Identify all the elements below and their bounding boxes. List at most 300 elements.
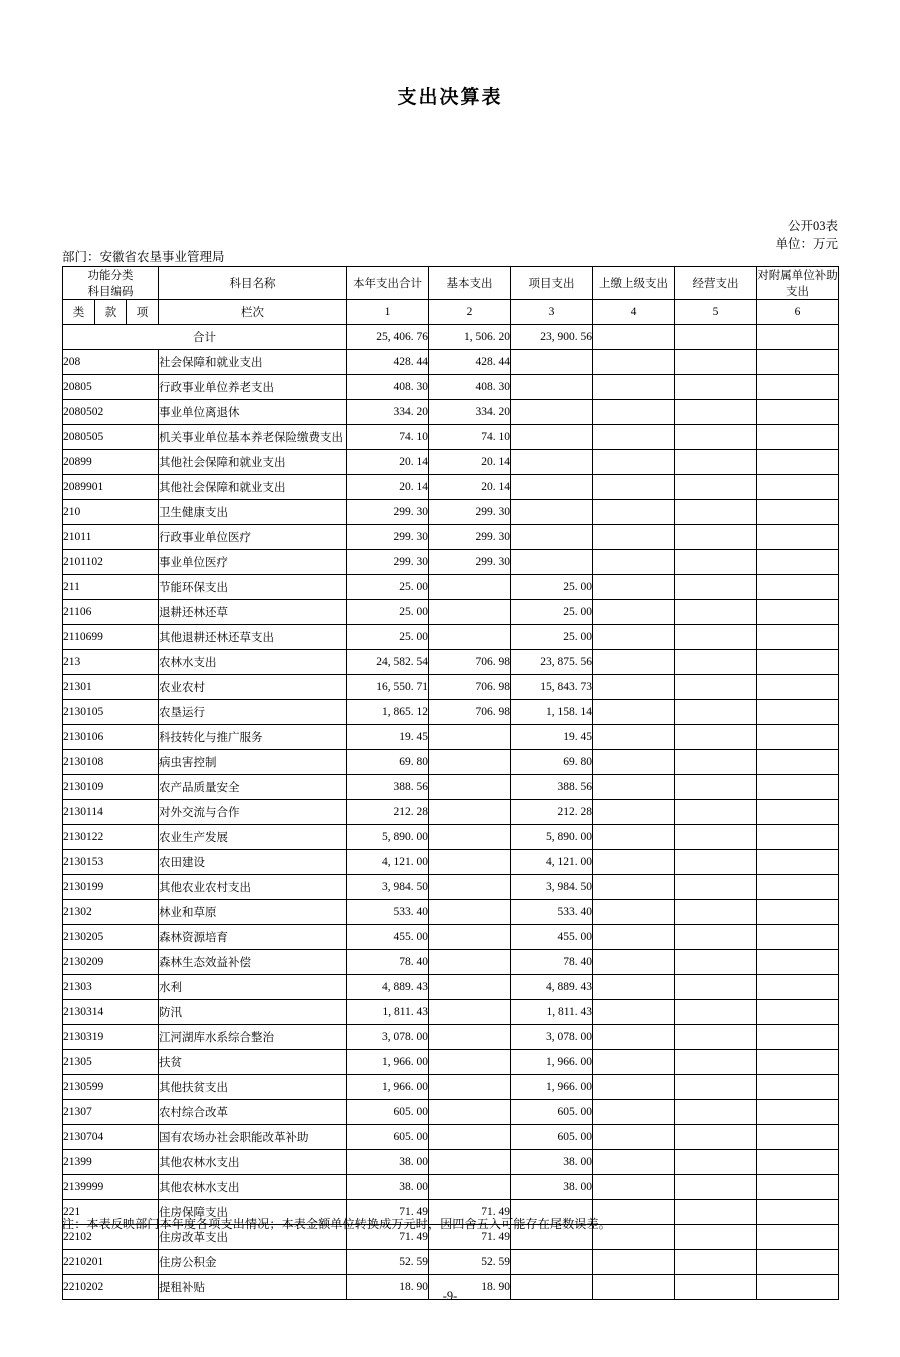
row-code: 2139999 [63,1175,159,1200]
table-row [63,525,839,550]
row-business [675,725,757,750]
row-total: 71. 49 [347,1200,429,1225]
row-basic [429,1050,511,1075]
row-code: 21011 [63,525,159,550]
row-subject-name: 事业单位医疗 [159,550,347,575]
row-subsidy [757,1125,839,1150]
table-row [63,1025,839,1050]
table-row [63,650,839,675]
row-total: 25. 00 [347,600,429,625]
row-business [675,800,757,825]
row-basic [429,925,511,950]
row-total: 299. 30 [347,500,429,525]
row-total: 428. 44 [347,350,429,375]
header-col-4: 4 [593,300,675,325]
row-code: 21301 [63,675,159,700]
header-xiang: 项 [127,300,159,325]
row-subsidy [757,550,839,575]
row-subsidy [757,1050,839,1075]
department-line [62,247,225,265]
row-subsidy [757,725,839,750]
table-row [63,375,839,400]
row-upper [593,875,675,900]
row-basic: 334. 20 [429,400,511,425]
row-basic [429,725,511,750]
table-row [63,900,839,925]
table-row [63,850,839,875]
table-row [63,675,839,700]
row-subsidy [757,400,839,425]
row-code: 2080505 [63,425,159,450]
row-subject-name: 其他农林水支出 [159,1175,347,1200]
row-upper [593,350,675,375]
row-subsidy [757,1025,839,1050]
row-project: 533. 40 [511,900,593,925]
header-total: 本年支出合计 [347,267,429,300]
row-business [675,400,757,425]
row-business [675,550,757,575]
row-code: 22102 [63,1225,159,1250]
row-basic: 20. 14 [429,450,511,475]
row-project: 5, 890. 00 [511,825,593,850]
row-subsidy [757,975,839,1000]
row-business [675,525,757,550]
row-project: 388. 56 [511,775,593,800]
total-row-total: 25, 406. 76 [347,325,429,350]
header-business: 经营支出 [675,267,757,300]
row-subject-name: 农业生产发展 [159,825,347,850]
row-subject-name: 防汛 [159,1000,347,1025]
row-subject-name: 社会保障和就业支出 [159,350,347,375]
row-basic: 706. 98 [429,700,511,725]
row-code: 208 [63,350,159,375]
row-project: 3, 984. 50 [511,875,593,900]
row-upper [593,525,675,550]
row-total: 19. 45 [347,725,429,750]
row-upper [593,725,675,750]
row-code: 2110699 [63,625,159,650]
row-total: 38. 00 [347,1175,429,1200]
row-subject-name: 提租补贴 [159,1275,347,1300]
row-basic [429,900,511,925]
row-subsidy [757,1225,839,1250]
row-subject-name: 事业单位离退休 [159,400,347,425]
row-business [675,1175,757,1200]
row-subject-name: 农业农村 [159,675,347,700]
row-basic [429,825,511,850]
row-total: 24, 582. 54 [347,650,429,675]
row-subsidy [757,875,839,900]
row-project [511,400,593,425]
table-body [63,325,839,1300]
row-code: 2130314 [63,1000,159,1025]
row-total: 25. 00 [347,575,429,600]
header-code-group [63,267,159,300]
row-subject-name: 森林资源培育 [159,925,347,950]
row-code: 2101102 [63,550,159,575]
row-total: 1, 966. 00 [347,1075,429,1100]
row-total: 605. 00 [347,1125,429,1150]
row-subject-name: 农林水支出 [159,650,347,675]
row-subsidy [757,1175,839,1200]
table-row [63,400,839,425]
row-total: 212. 28 [347,800,429,825]
row-business [675,1100,757,1125]
row-business [675,600,757,625]
total-row-label: 合计 [63,325,347,350]
row-basic: 71. 49 [429,1225,511,1250]
row-project: 605. 00 [511,1100,593,1125]
row-code: 2130205 [63,925,159,950]
row-subsidy [757,750,839,775]
row-upper [593,425,675,450]
table-row [63,950,839,975]
row-subject-name: 其他农林水支出 [159,1150,347,1175]
row-total: 4, 889. 43 [347,975,429,1000]
row-business [675,1050,757,1075]
table-row [63,1075,839,1100]
row-subject-name: 农村综合改革 [159,1100,347,1125]
row-code: 2080502 [63,400,159,425]
row-business [675,950,757,975]
row-upper [593,575,675,600]
row-business [675,1125,757,1150]
row-total: 3, 984. 50 [347,875,429,900]
row-upper [593,1050,675,1075]
row-upper [593,550,675,575]
page-title: 支出决算表 [397,87,503,108]
row-subject-name: 住房改革支出 [159,1225,347,1250]
row-upper [593,1100,675,1125]
row-project: 23, 875. 56 [511,650,593,675]
row-subsidy [757,925,839,950]
table-row [63,1250,839,1275]
row-subsidy [757,575,839,600]
row-upper [593,775,675,800]
row-business [675,675,757,700]
row-basic [429,850,511,875]
table-row [63,750,839,775]
row-subsidy [757,650,839,675]
row-total: 4, 121. 00 [347,850,429,875]
row-total: 18. 90 [347,1275,429,1300]
row-project: 19. 45 [511,725,593,750]
row-code: 2130319 [63,1025,159,1050]
row-subject-name: 退耕还林还草 [159,600,347,625]
row-project [511,1250,593,1275]
row-basic: 299. 30 [429,525,511,550]
table-row [63,875,839,900]
row-basic [429,575,511,600]
header-subsidy: 对附属单位补助支出 [757,267,839,300]
row-basic [429,625,511,650]
row-project [511,450,593,475]
row-subject-name: 农垦运行 [159,700,347,725]
total-row-project: 23, 900. 56 [511,325,593,350]
table-row [63,775,839,800]
row-upper [593,450,675,475]
row-upper [593,475,675,500]
table-row [63,1100,839,1125]
row-upper [593,1250,675,1275]
row-total: 3, 078. 00 [347,1025,429,1050]
row-basic: 52. 59 [429,1250,511,1275]
table-row [63,625,839,650]
row-subsidy [757,850,839,875]
row-upper [593,625,675,650]
row-subject-name: 住房保障支出 [159,1200,347,1225]
table-row [63,600,839,625]
row-subsidy [757,950,839,975]
row-upper [593,1000,675,1025]
row-subject-name: 其他社会保障和就业支出 [159,475,347,500]
table-row [63,450,839,475]
row-total: 605. 00 [347,1100,429,1125]
row-project [511,525,593,550]
row-project: 605. 00 [511,1125,593,1150]
row-subject-name: 林业和草原 [159,900,347,925]
row-subject-name: 农产品质量安全 [159,775,347,800]
row-project: 1, 966. 00 [511,1050,593,1075]
row-code: 2130153 [63,850,159,875]
row-subject-name: 江河湖库水系综合整治 [159,1025,347,1050]
row-upper [593,1125,675,1150]
row-subsidy [757,625,839,650]
row-total: 52. 59 [347,1250,429,1275]
row-subject-name: 其他农业农村支出 [159,875,347,900]
total-row [63,325,839,350]
table-row [63,575,839,600]
row-basic: 299. 30 [429,550,511,575]
row-basic [429,1175,511,1200]
table-row [63,350,839,375]
row-upper [593,750,675,775]
row-code: 2130106 [63,725,159,750]
row-upper [593,950,675,975]
row-project: 25. 00 [511,575,593,600]
row-subject-name: 扶贫 [159,1050,347,1075]
row-upper [593,975,675,1000]
row-basic: 71. 49 [429,1200,511,1225]
header-col-1: 1 [347,300,429,325]
row-project: 78. 40 [511,950,593,975]
row-code: 20899 [63,450,159,475]
total-row-upper [593,325,675,350]
row-project: 455. 00 [511,925,593,950]
row-subsidy [757,700,839,725]
row-project [511,425,593,450]
row-code: 2130599 [63,1075,159,1100]
row-project: 4, 889. 43 [511,975,593,1000]
row-subject-name: 行政事业单位医疗 [159,525,347,550]
row-business [675,775,757,800]
row-business [675,1200,757,1225]
row-basic: 18. 90 [429,1275,511,1300]
row-basic [429,600,511,625]
department-label: 部门： [62,250,100,264]
row-project [511,475,593,500]
row-subsidy [757,500,839,525]
row-subsidy [757,800,839,825]
row-project [511,375,593,400]
row-business [675,575,757,600]
row-business [675,875,757,900]
row-business [675,425,757,450]
row-subsidy [757,1075,839,1100]
row-upper [593,825,675,850]
header-class: 类 [63,300,95,325]
row-subsidy [757,1200,839,1225]
row-total: 74. 10 [347,425,429,450]
row-code: 21305 [63,1050,159,1075]
row-upper [593,925,675,950]
table-row [63,700,839,725]
row-basic [429,975,511,1000]
row-project: 15, 843. 73 [511,675,593,700]
row-subject-name: 卫生健康支出 [159,500,347,525]
row-code: 2130209 [63,950,159,975]
row-subsidy [757,525,839,550]
table-row [63,1050,839,1075]
row-business [675,750,757,775]
row-business [675,900,757,925]
header-col-2: 2 [429,300,511,325]
row-code: 2210201 [63,1250,159,1275]
row-subject-name: 其他退耕还林还草支出 [159,625,347,650]
table-note: 注：本表反映部门本年度各项支出情况；本表金额单位转换成万元时，因四舍五入可能存在尾数误差。 [62,1217,612,1231]
row-project: 38. 00 [511,1175,593,1200]
row-project: 1, 158. 14 [511,700,593,725]
row-upper [593,1175,675,1200]
header-col-5: 5 [675,300,757,325]
row-subject-name: 节能环保支出 [159,575,347,600]
page-number: -9- [442,1289,458,1303]
row-basic: 408. 30 [429,375,511,400]
row-code: 2130199 [63,875,159,900]
row-code: 210 [63,500,159,525]
row-total: 533. 40 [347,900,429,925]
row-business [675,650,757,675]
row-subject-name: 病虫害控制 [159,750,347,775]
table-row [63,800,839,825]
row-upper [593,375,675,400]
row-basic [429,800,511,825]
row-subsidy [757,1150,839,1175]
row-subject-name: 科技转化与推广服务 [159,725,347,750]
row-subsidy [757,475,839,500]
row-total: 71. 49 [347,1225,429,1250]
row-total: 69. 80 [347,750,429,775]
table-row [63,550,839,575]
row-total: 38. 00 [347,1150,429,1175]
row-code: 2130105 [63,700,159,725]
row-upper [593,1025,675,1050]
row-project: 4, 121. 00 [511,850,593,875]
row-upper [593,675,675,700]
row-business [675,375,757,400]
row-basic: 706. 98 [429,650,511,675]
row-subject-name: 其他社会保障和就业支出 [159,450,347,475]
header-subject-name: 科目名称 [159,267,347,300]
row-upper [593,1150,675,1175]
row-business [675,475,757,500]
row-subject-name: 水利 [159,975,347,1000]
row-business [675,1000,757,1025]
row-business [675,1025,757,1050]
row-upper [593,1075,675,1100]
row-business [675,625,757,650]
table-row [63,1150,839,1175]
row-subsidy [757,675,839,700]
row-code: 20805 [63,375,159,400]
row-subsidy [757,1000,839,1025]
row-business [675,1150,757,1175]
row-basic [429,1000,511,1025]
row-subsidy [757,825,839,850]
row-upper [593,400,675,425]
row-basic [429,1025,511,1050]
row-subsidy [757,350,839,375]
row-total: 25. 00 [347,625,429,650]
row-total: 1, 811. 43 [347,1000,429,1025]
row-subsidy [757,375,839,400]
row-business [675,700,757,725]
row-project: 25. 00 [511,625,593,650]
row-subsidy [757,775,839,800]
row-subsidy [757,600,839,625]
row-project: 25. 00 [511,600,593,625]
row-business [675,450,757,475]
header-kuan: 款 [95,300,127,325]
row-total: 5, 890. 00 [347,825,429,850]
total-row-basic: 1, 506. 20 [429,325,511,350]
row-code: 21399 [63,1150,159,1175]
header-upper: 上缴上级支出 [593,267,675,300]
row-code: 21106 [63,600,159,625]
unit-label: 单位：万元 [775,237,838,251]
row-project [511,500,593,525]
row-upper [593,800,675,825]
header-col-6: 6 [757,300,839,325]
table-row [63,725,839,750]
row-total: 1, 865. 12 [347,700,429,725]
header-row-label: 栏次 [159,300,347,325]
row-subject-name: 其他扶贫支出 [159,1075,347,1100]
row-basic [429,1075,511,1100]
row-basic: 428. 44 [429,350,511,375]
header-basic: 基本支出 [429,267,511,300]
row-business [675,500,757,525]
row-total: 299. 30 [347,525,429,550]
row-upper [593,500,675,525]
row-business [675,975,757,1000]
row-subject-name: 森林生态效益补偿 [159,950,347,975]
row-upper [593,900,675,925]
row-code: 2130114 [63,800,159,825]
row-project [511,550,593,575]
row-basic [429,1100,511,1125]
row-code: 21302 [63,900,159,925]
row-project: 1, 966. 00 [511,1075,593,1100]
row-code: 2130108 [63,750,159,775]
row-total: 299. 30 [347,550,429,575]
form-number: 公开03表 [787,219,838,233]
row-code: 2089901 [63,475,159,500]
row-basic: 74. 10 [429,425,511,450]
table-row [63,1125,839,1150]
row-basic: 20. 14 [429,475,511,500]
row-basic [429,1125,511,1150]
